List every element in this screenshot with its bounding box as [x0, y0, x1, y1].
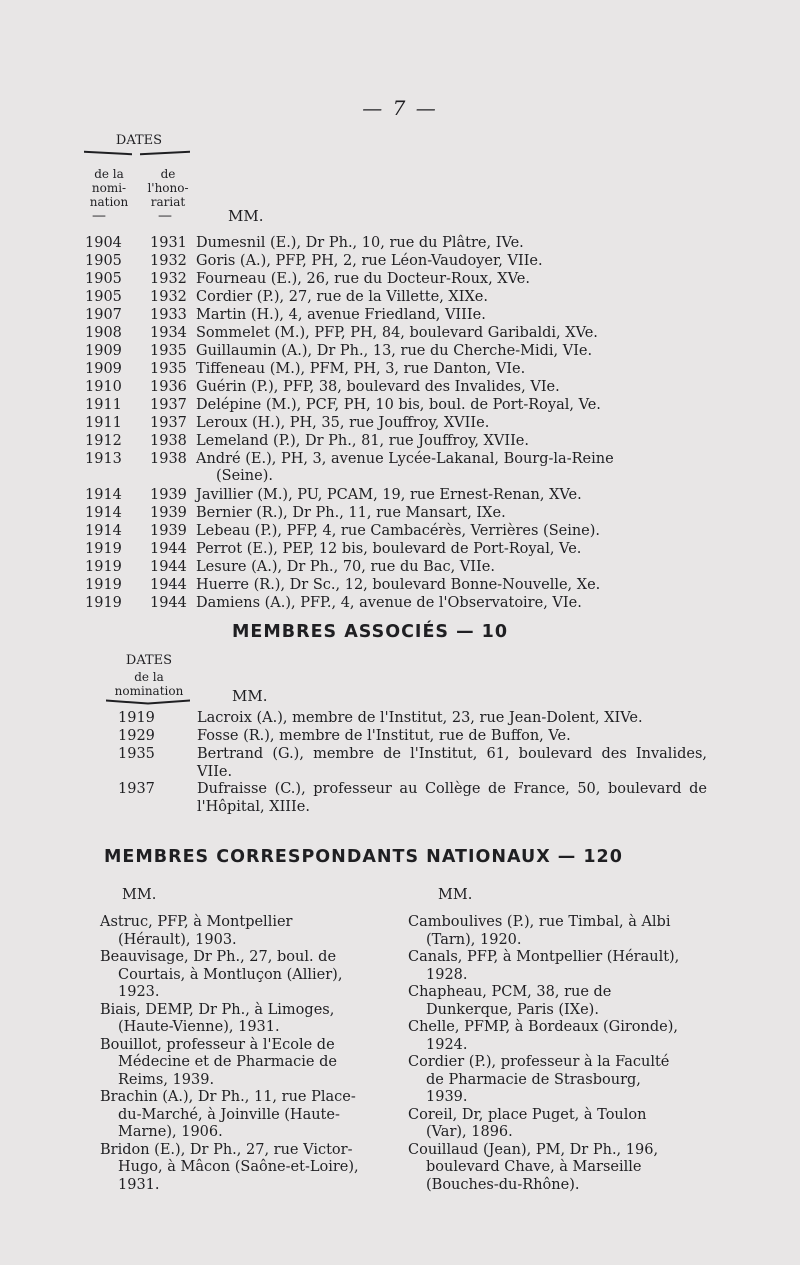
member-entry: Fourneau (E.), 26, rue du Docteur-Roux, XVe.	[196, 271, 530, 287]
dates-rule-right	[140, 151, 190, 156]
col1-line2: nomi-	[91, 181, 127, 195]
mm-heading: MM.	[228, 207, 264, 225]
nomination-year: 1919	[85, 595, 122, 611]
list-item: Chelle, PFMP, à Bordeaux (Gironde), 1924.	[408, 1019, 678, 1053]
col2-line2: l'hono-	[147, 181, 189, 195]
honorariat-year: 1939	[150, 487, 187, 503]
nomination-year: 1929	[118, 728, 155, 744]
list-item	[0, 270, 800, 288]
list-item	[0, 378, 800, 396]
member-entry: Lebeau (P.), PFP, 4, rue Cambacérès, Verrières (Seine).	[196, 523, 601, 539]
nomination-year: 1905	[85, 253, 122, 269]
member-entry: Lesure (A.), Dr Ph., 70, rue du Bac, VIIe.	[196, 559, 495, 575]
dates-rule-left	[84, 151, 132, 156]
list-item: Cordier (P.), professeur à la Faculté de Pharmacie de Strasbourg, 1939.	[408, 1054, 670, 1105]
honorariat-year: 1933	[150, 307, 187, 323]
dates-heading: DATES	[115, 133, 163, 148]
nomination-year: 1911	[85, 415, 122, 431]
member-entry: Fosse (R.), membre de l'Institut, rue de Buffon, Ve.	[197, 728, 571, 744]
member-entry: Perrot (E.), PEP, 12 bis, boulevard de Port-Royal, Ve.	[196, 541, 582, 557]
mm-right: MM.	[438, 887, 473, 903]
nomination-year: 1935	[118, 746, 155, 762]
col2-dash: —	[158, 208, 172, 224]
member-entry: Tiffeneau (M.), PFM, PH, 3, rue Danton, VIe.	[196, 361, 526, 377]
mm-left: MM.	[122, 887, 157, 903]
honorariat-year: 1932	[150, 253, 187, 269]
list-item	[0, 522, 800, 540]
list-item	[0, 558, 800, 576]
col1-line1: de la	[94, 167, 124, 181]
member-entry: Damiens (A.), PFP., 4, avenue de l'Observatoire, VIe.	[196, 595, 582, 611]
nomination-year: 1905	[85, 289, 122, 305]
nomination-year: 1914	[85, 523, 122, 539]
list-item: Bridon (E.), Dr Ph., 27, rue Victor-Hugo, à Mâcon (Saône-et-Loire), 1931.	[100, 1141, 359, 1193]
honorariat-year: 1935	[150, 343, 187, 359]
list-item	[0, 540, 800, 558]
member-entry-continuation: (Seine).	[216, 468, 273, 484]
honorariat-year: 1932	[150, 271, 187, 287]
nomination-year: 1905	[85, 271, 122, 287]
associes-dates-sub-line1: de la	[134, 670, 164, 684]
honorariat-year: 1944	[150, 541, 187, 557]
list-item	[0, 450, 800, 468]
member-entry: Dumesnil (E.), Dr Ph., 10, rue du Plâtre, IVe.	[196, 235, 524, 251]
list-item: Couillaud (Jean), PM, Dr Ph., 196, boulevard Chave, à Marseille (Bouches-du-Rhône).	[408, 1141, 659, 1193]
nomination-year: 1919	[85, 577, 122, 593]
associes-dates-heading: DATES	[125, 653, 173, 668]
honorariat-year: 1931	[150, 235, 187, 251]
honorariat-year: 1934	[150, 325, 187, 341]
list-item: Brachin (A.), Dr Ph., 11, rue Place-du-Marché, à Joinville (Haute-Marne), 1906.	[100, 1089, 356, 1140]
col2-line3: rariat	[150, 195, 186, 209]
member-entry: Guérin (P.), PFP, 38, boulevard des Invalides, VIe.	[196, 379, 560, 395]
member-entry: André (E.), PH, 3, avenue Lycée-Lakanal, Bourg-la-Reine	[196, 451, 614, 467]
member-entry: Martin (H.), 4, avenue Friedland, VIIIe.	[196, 307, 486, 323]
associes-rule-left	[106, 700, 148, 705]
honorariat-year: 1944	[150, 595, 187, 611]
list-item	[0, 396, 800, 414]
nomination-year: 1914	[85, 505, 122, 521]
list-item	[0, 486, 800, 504]
correspondants-left-column	[100, 914, 368, 1194]
list-item: Bouillot, professeur à l'Ecole de Médecine et de Pharmacie de Reims, 1939.	[100, 1036, 337, 1088]
list-item: Astruc, PFP, à Montpellier (Hérault), 1903.	[100, 914, 293, 948]
section-title-associes: MEMBRES ASSOCIÉS — 10	[232, 622, 509, 642]
nomination-year: 1909	[85, 361, 122, 377]
honorariat-year: 1939	[150, 505, 187, 521]
member-entry: Goris (A.), PFP, PH, 2, rue Léon-Vaudoyer, VIIe.	[196, 253, 543, 269]
list-item	[0, 288, 800, 306]
member-entry: Leroux (H.), PH, 35, rue Jouffroy, XVIIe.	[196, 415, 490, 431]
nomination-year: 1911	[85, 397, 122, 413]
nomination-year: 1937	[118, 781, 155, 797]
list-item: Chapheau, PCM, 38, rue de Dunkerque, Paris (IXe).	[408, 984, 612, 1018]
col-honorariat-header	[140, 167, 196, 209]
member-entry: Bertrand (G.), membre de l'Institut, 61, boulevard des Invalides, VIIe.	[197, 746, 707, 780]
member-entry: Huerre (R.), Dr Sc., 12, boulevard Bonne-Nouvelle, Xe.	[196, 577, 601, 593]
member-entry: Lacroix (A.), membre de l'Institut, 23, rue Jean-Dolent, XIVe.	[197, 710, 643, 726]
col2-line1: de	[160, 167, 176, 181]
list-item	[0, 504, 800, 522]
list-item	[0, 360, 800, 378]
honorariat-year: 1938	[150, 451, 187, 467]
list-item: Camboulives (P.), rue Timbal, à Albi (Tarn), 1920.	[408, 914, 671, 948]
associes-rule-right	[148, 700, 190, 705]
list-item	[0, 594, 800, 612]
nomination-year: 1919	[118, 710, 155, 726]
nomination-year: 1914	[85, 487, 122, 503]
section-title-correspondants: MEMBRES CORRESPONDANTS NATIONAUX — 120	[104, 847, 623, 867]
col1-line3: nation	[89, 195, 129, 209]
nomination-year: 1904	[85, 235, 122, 251]
member-entry: Guillaumin (A.), Dr Ph., 13, rue du Cherche-Midi, VIe.	[196, 343, 593, 359]
honorariat-year: 1932	[150, 289, 187, 305]
list-item: Canals, PFP, à Montpellier (Hérault), 1928.	[408, 949, 680, 983]
list-item	[0, 432, 800, 450]
nomination-year: 1913	[85, 451, 122, 467]
list-item	[0, 324, 800, 342]
list-item: Coreil, Dr, place Puget, à Toulon (Var), 1896.	[408, 1106, 647, 1140]
nomination-year: 1908	[85, 325, 122, 341]
nomination-year: 1919	[85, 541, 122, 557]
member-entry: Cordier (P.), 27, rue de la Villette, XIXe.	[196, 289, 488, 305]
honorariat-year: 1937	[150, 397, 187, 413]
associes-dates-sub-line2: nomination	[114, 684, 184, 698]
col-nomination-header	[82, 167, 136, 209]
honorariat-year: 1939	[150, 523, 187, 539]
honorariat-year: 1938	[150, 433, 187, 449]
list-item: Beauvisage, Dr Ph., 27, boul. de Courtais, à Montluçon (Allier), 1923.	[100, 949, 343, 1000]
honorariat-year: 1944	[150, 577, 187, 593]
list-item	[0, 234, 800, 252]
honorariat-year: 1937	[150, 415, 187, 431]
list-item	[0, 252, 800, 270]
list-item: Biais, DEMP, Dr Ph., à Limoges, (Haute-Vienne), 1931.	[100, 1001, 335, 1035]
nomination-year: 1907	[85, 307, 122, 323]
member-entry: Dufraisse (C.), professeur au Collège de France, 50, boulevard de l'Hôpital, XIIIe.	[197, 781, 707, 815]
honorariat-year: 1936	[150, 379, 187, 395]
list-item	[0, 306, 800, 324]
list-item	[0, 342, 800, 360]
correspondants-right-column	[408, 914, 684, 1194]
col1-dash: —	[92, 208, 106, 224]
list-item	[0, 576, 800, 594]
member-entry: Delépine (M.), PCF, PH, 10 bis, boul. de Port-Royal, Ve.	[196, 397, 601, 413]
page-number: — 7 —	[362, 96, 438, 120]
member-entry: Sommelet (M.), PFP, PH, 84, boulevard Garibaldi, XVe.	[196, 325, 598, 341]
honorariat-year: 1935	[150, 361, 187, 377]
member-entry: Bernier (R.), Dr Ph., 11, rue Mansart, IXe.	[196, 505, 506, 521]
nomination-year: 1912	[85, 433, 122, 449]
associes-dates-sub	[104, 670, 194, 698]
member-entry: Javillier (M.), PU, PCAM, 19, rue Ernest-Renan, XVe.	[196, 487, 582, 503]
nomination-year: 1919	[85, 559, 122, 575]
honorariat-year: 1944	[150, 559, 187, 575]
associes-mm: MM.	[232, 687, 268, 705]
nomination-year: 1910	[85, 379, 122, 395]
list-item	[0, 414, 800, 432]
member-entry: Lemeland (P.), Dr Ph., 81, rue Jouffroy, XVIIe.	[196, 433, 529, 449]
nomination-year: 1909	[85, 343, 122, 359]
